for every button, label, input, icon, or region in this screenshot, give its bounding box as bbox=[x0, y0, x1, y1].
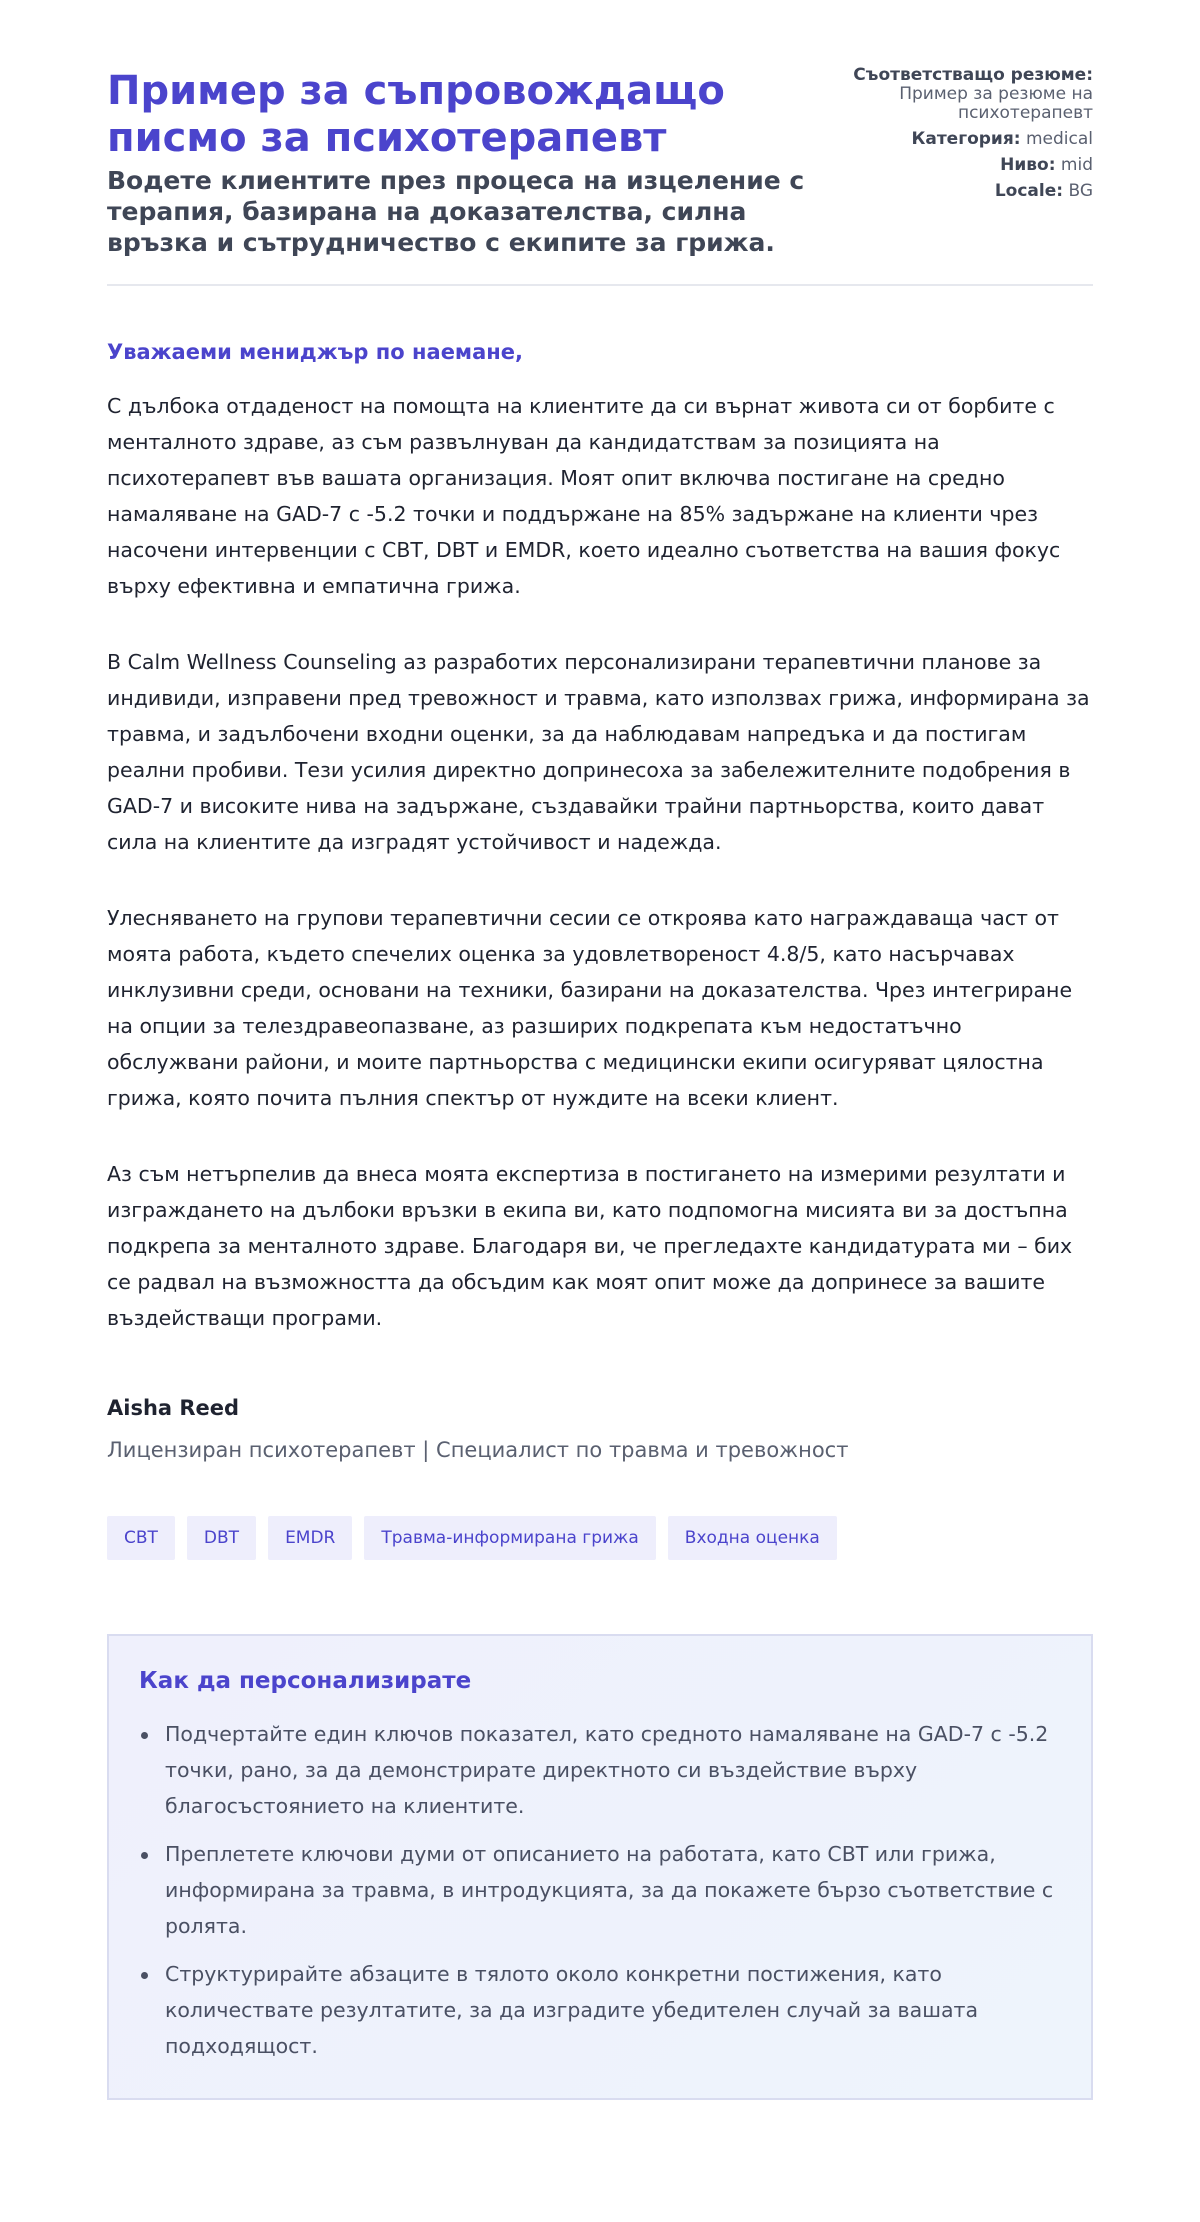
bullet-icon bbox=[141, 1732, 148, 1739]
page-title: Пример за съпровождащо писмо за психотерапевт bbox=[107, 68, 725, 161]
skill-tag: CBT bbox=[107, 1516, 175, 1560]
meta-level bbox=[843, 156, 1093, 175]
meta-locale-label: Locale: bbox=[994, 181, 1064, 201]
meta-level-label: Ниво: bbox=[1000, 155, 1056, 175]
letter-paragraph: С дълбока отдаденост на помощта на клиентите да си върнат живота си от борбите с менталното здраве, аз съм развълнуван да кандидатствам за позицията на психотерапевт във вашата организация. Моят опит включва постигане на средно намаляване на GAD-7 с -5.2 точки и поддържане на 85% задържане на клиенти чрез насочени интервенции с CBT, DBT и EMDR, което идеално съответства на вашия фокус върху ефективна и емпатична грижа. bbox=[107, 394, 1061, 598]
skill-tags bbox=[107, 1516, 1093, 1560]
tip-item bbox=[139, 1836, 1061, 1944]
signature-role: Лицензиран психотерапевт | Специалист по травма и тревожност bbox=[107, 1438, 849, 1462]
meta-resume-value[interactable]: Пример за резюме на психотерапевт bbox=[899, 84, 1093, 123]
bullet-icon bbox=[141, 1972, 148, 1979]
tips-title: Как да персонализирате bbox=[139, 1668, 472, 1694]
meta-locale-value: BG bbox=[1068, 181, 1093, 201]
tips-list bbox=[139, 1716, 1061, 2064]
meta-category-label: Категория: bbox=[911, 129, 1021, 149]
tip-text: Преплетете ключови думи от описанието на работата, като CBT или грижа, информирана за травма, в интродукцията, за да покажете бързо съответствие с ролята. bbox=[165, 1842, 1054, 1938]
letter-paragraph: Аз съм нетърпелив да внеса моята експертиза в постигането на измерими резултати и изграждането на дълбоки връзки в екипа ви, като подпомогна мисията ви за достъпна подкрепа за менталното здраве. Благодаря ви, че прегледахте кандидатурата ми – бих се радвал на възможността да обсъдим как моят опит може да допринесе за вашите въздействащи програми. bbox=[107, 1162, 1073, 1330]
letter-paragraph: Улесняването на групови терапевтични сесии се откроява като награждаваща част от моята работа, където спечелих оценка за удовлетвореност 4.8/5, като насърчавах инклузивни среди, основани на техники, базирани на доказателства. Чрез интегриране на опции за телездравеопазване, аз разширих подкрепата към недостатъчно обслужвани райони, и моите партньорства с медицински екипи осигуряват цялостна грижа, която почита пълния спектър от нуждите на всеки клиент. bbox=[107, 906, 1073, 1110]
signature-block bbox=[107, 1394, 1093, 1464]
bullet-icon bbox=[141, 1852, 148, 1859]
tip-item bbox=[139, 1956, 1061, 2064]
tip-text: Подчертайте един ключов показател, като средното намаляване на GAD-7 с -5.2 точки, рано, за да демонстрирате директното си въздействие върху благосъстоянието на клиентите. bbox=[165, 1722, 1049, 1818]
meta-category bbox=[843, 130, 1093, 149]
signature-name: Aisha Reed bbox=[107, 1396, 240, 1420]
letter-greeting: Уважаеми мениджър по наемане, bbox=[107, 340, 524, 364]
letter-paragraph: В Calm Wellness Counseling аз разработих персонализирани терапевтични планове за индивиди, изправени пред тревожност и травма, като използвах грижа, информирана за травма, и задълбочени входни оценки, за да наблюдавам напредъка и да постигам реални пробиви. Тези усилия директно допринесоха за забележителните подобрения в GAD-7 и високите нива на задържане, създавайки трайни партньорства, които дават сила на клиентите да изградят устойчивост и надежда. bbox=[107, 650, 1090, 854]
tip-text: Структурирайте абзаците в тялото около конкретни постижения, като количествате резултатите, за да изградите убедителен случай за вашата подходящост. bbox=[165, 1962, 979, 2058]
skill-tag: EMDR bbox=[268, 1516, 352, 1560]
page-subtitle: Водете клиентите през процеса на изцеление с терапия, базирана на доказателства, силна връзка и сътрудничество с екипите за грижа. bbox=[107, 166, 805, 257]
skill-tag: DBT bbox=[187, 1516, 256, 1560]
meta-level-value: mid bbox=[1060, 155, 1093, 175]
page-header bbox=[107, 0, 1093, 286]
skill-tag: Травма-информирана грижа bbox=[364, 1516, 655, 1560]
letter-body bbox=[107, 388, 1093, 1336]
meta-panel bbox=[843, 66, 1093, 208]
meta-category-value: medical bbox=[1025, 129, 1093, 149]
tip-item bbox=[139, 1716, 1061, 1824]
meta-locale bbox=[843, 182, 1093, 201]
personalization-tips bbox=[107, 1634, 1093, 2100]
meta-resume-label: Съответстващо резюме: bbox=[853, 65, 1093, 85]
skill-tag: Входна оценка bbox=[668, 1516, 837, 1560]
meta-resume bbox=[843, 66, 1093, 123]
